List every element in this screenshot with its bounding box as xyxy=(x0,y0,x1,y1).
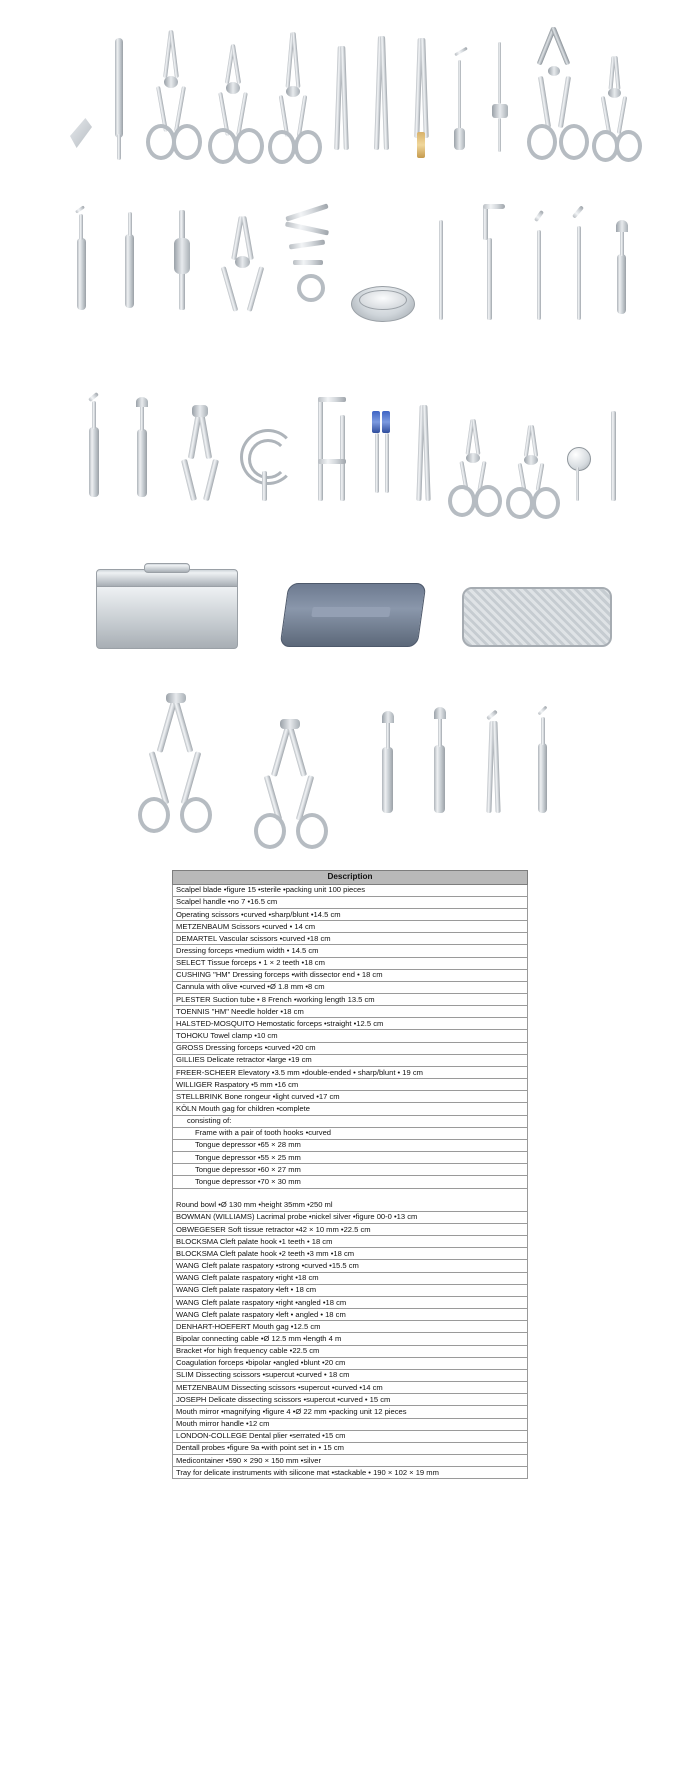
table-row xyxy=(173,1296,528,1308)
cannula-with-olive xyxy=(442,20,478,180)
row-description: WILLIGER Raspatory •5 mm •16 cm xyxy=(173,1079,528,1091)
table-row xyxy=(173,1260,528,1272)
wang-raspatory-right-angled xyxy=(364,685,412,860)
gillies-retractor xyxy=(155,190,209,365)
table-row xyxy=(173,1333,528,1345)
table-row xyxy=(173,1406,528,1418)
table-row xyxy=(173,1127,528,1139)
plate-row-5 xyxy=(0,675,700,860)
medicontainer xyxy=(76,555,256,675)
wang-raspatory-right xyxy=(136,685,246,860)
row-description: Operating scissors •curved •sharp/blunt •14.5 cm xyxy=(173,908,528,920)
row-description: Tongue depressor •65 × 28 mm xyxy=(173,1139,528,1151)
table-row xyxy=(173,1176,528,1188)
table-row xyxy=(173,896,528,908)
table-row xyxy=(173,1200,528,1212)
obwegeser-soft-tissue-retractor xyxy=(463,190,517,365)
row-description: consisting of: xyxy=(173,1115,528,1127)
halsted-mosquito-forceps xyxy=(590,20,636,180)
select-tissue-forceps xyxy=(362,20,398,180)
row-description: WANG Cleft palate raspatory •right •angled •18 cm xyxy=(173,1296,528,1308)
dental-probe xyxy=(520,685,564,860)
london-college-dental-plier xyxy=(468,685,516,860)
row-description: WANG Cleft palate raspatory •right •18 cm xyxy=(173,1272,528,1284)
williger-raspatory xyxy=(120,375,164,545)
metzenbaum-scissors xyxy=(202,20,260,180)
row-description: Bracket •for high frequency cable •22.5 cm xyxy=(173,1345,528,1357)
slim-dissecting-scissors xyxy=(444,375,498,545)
blocksma-cleft-palate-hook-2 xyxy=(561,190,597,365)
row-description: TOENNIS "HM" Needle holder •18 cm xyxy=(173,1006,528,1018)
tohoku-towel-clamp xyxy=(59,190,103,365)
row-description: Mouth mirror handle •12 cm xyxy=(173,1418,528,1430)
table-row xyxy=(173,1006,528,1018)
table-row xyxy=(173,1224,528,1236)
row-description: Mouth mirror •magnifying •figure 4 •Ø 22 mm •packing unit 12 pieces xyxy=(173,1406,528,1418)
table-row xyxy=(173,957,528,969)
table-row xyxy=(173,1272,528,1284)
row-description: Scalpel handle •no 7 •16.5 cm xyxy=(173,896,528,908)
demartel-vascular-scissors xyxy=(264,20,318,180)
row-description: Round bowl •Ø 130 mm •height 35mm •250 ml xyxy=(173,1200,528,1212)
table-row xyxy=(173,1115,528,1127)
table-row xyxy=(173,1030,528,1042)
plate-row-1 xyxy=(0,0,700,180)
table-row xyxy=(173,1394,528,1406)
row-description: BLOCKSMA Cleft palate hook •2 teeth •3 mm •18 cm xyxy=(173,1248,528,1260)
blocksma-cleft-palate-hook-1 xyxy=(521,190,557,365)
bowman-lacrimal-probe xyxy=(423,190,459,365)
table-row xyxy=(173,1418,528,1430)
mouth-mirror-handle xyxy=(598,375,628,545)
metzenbaum-dissecting-scissors xyxy=(502,375,556,545)
table-row xyxy=(173,1236,528,1248)
operating-scissors xyxy=(140,20,198,180)
row-description: GILLIES Delicate retractor •large •19 cm xyxy=(173,1054,528,1066)
column-header-description: Description xyxy=(173,871,528,885)
row-description: Tongue depressor •60 × 27 mm xyxy=(173,1164,528,1176)
table-row xyxy=(173,933,528,945)
table-row xyxy=(173,1309,528,1321)
description-table-wrapper xyxy=(172,870,528,1479)
wang-raspatory-left-angled xyxy=(416,685,464,860)
table-row xyxy=(173,1211,528,1223)
table-row xyxy=(173,1345,528,1357)
table-row xyxy=(173,1454,528,1466)
scalpel-handle xyxy=(102,20,136,180)
row-description: PLESTER Suction tube • 8 French •working length 13.5 cm xyxy=(173,994,528,1006)
mouth-mirror xyxy=(560,375,594,545)
row-description: GROSS Dressing forceps •curved •20 cm xyxy=(173,1042,528,1054)
table-row xyxy=(173,921,528,933)
gross-dressing-forceps xyxy=(107,190,151,365)
row-description: KÖLN Mouth gag for children •complete xyxy=(173,1103,528,1115)
row-description: Medicontainer •590 × 290 × 150 mm •silver xyxy=(173,1454,528,1466)
table-row xyxy=(173,1139,528,1151)
instrument-plate xyxy=(0,0,700,860)
stellbrink-bone-rongeur-a xyxy=(213,190,271,365)
plate-row-4 xyxy=(0,545,700,675)
row-description: Tray for delicate instruments with silicone mat •stackable • 190 × 102 × 19 mm xyxy=(173,1467,528,1479)
row-description: BLOCKSMA Cleft palate hook •1 teeth • 18 cm xyxy=(173,1236,528,1248)
table-row xyxy=(173,1248,528,1260)
table-row xyxy=(173,1442,528,1454)
table-row xyxy=(173,1018,528,1030)
row-description: Frame with a pair of tooth hooks •curved xyxy=(173,1127,528,1139)
row-description: OBWEGESER Soft tissue retractor •42 × 10 mm •22.5 cm xyxy=(173,1224,528,1236)
table-row xyxy=(173,1152,528,1164)
wang-raspatory-strong xyxy=(601,190,641,365)
row-description: FREER-SCHEER Elevatory •3.5 mm •double-ended • sharp/blunt • 19 cm xyxy=(173,1066,528,1078)
table-row xyxy=(173,1164,528,1176)
table-row xyxy=(173,1103,528,1115)
freer-scheer-elevatory xyxy=(72,375,116,545)
row-spacer xyxy=(173,1188,528,1200)
table-body xyxy=(173,884,528,1479)
row-description: WANG Cleft palate raspatory •left • angled • 18 cm xyxy=(173,1309,528,1321)
row-description: Dentall probes •figure 9a •with point set in • 15 cm xyxy=(173,1442,528,1454)
row-description: WANG Cleft palate raspatory •left • 18 cm xyxy=(173,1284,528,1296)
table-row xyxy=(173,1369,528,1381)
row-description: CUSHING "HM" Dressing forceps •with dissector end • 18 cm xyxy=(173,969,528,981)
dressing-forceps xyxy=(322,20,358,180)
row-description: STELLBRINK Bone rongeur •light curved •17 cm xyxy=(173,1091,528,1103)
wire-basket xyxy=(444,555,624,675)
table-row xyxy=(173,1091,528,1103)
denhart-hoefert-mouth-gag xyxy=(304,375,362,545)
tongue-depressors xyxy=(366,375,400,545)
table-row xyxy=(173,969,528,981)
row-description: SELECT Tissue forceps • 1 × 2 teeth •18 cm xyxy=(173,957,528,969)
plate-row-2 xyxy=(0,180,700,365)
cushing-dressing-forceps xyxy=(402,20,438,180)
koeln-mouth-gag-frame xyxy=(275,190,341,365)
table-row xyxy=(173,1079,528,1091)
table-row xyxy=(173,994,528,1006)
instrument-tray-silicone-mat xyxy=(260,555,440,675)
wang-raspatory-left xyxy=(250,685,360,860)
table-row xyxy=(173,1430,528,1442)
table-row xyxy=(173,981,528,993)
row-description: BOWMAN (WILLIAMS) Lacrimal probe •nickel silver •figure 00-0 •13 cm xyxy=(173,1211,528,1223)
table-row xyxy=(173,1284,528,1296)
stellbrink-bone-rongeur xyxy=(168,375,228,545)
table-row xyxy=(173,1382,528,1394)
bipolar-connecting-cable xyxy=(232,375,300,545)
row-description: METZENBAUM Scissors •curved • 14 cm xyxy=(173,921,528,933)
table-row xyxy=(173,908,528,920)
row-description: Bipolar connecting cable •Ø 12.5 mm •length 4 m xyxy=(173,1333,528,1345)
table-row xyxy=(173,1042,528,1054)
table-row xyxy=(173,1321,528,1333)
plester-suction-tube xyxy=(482,20,518,180)
table-row xyxy=(173,1054,528,1066)
table-row xyxy=(173,1467,528,1479)
row-description: TOHOKU Towel clamp •10 cm xyxy=(173,1030,528,1042)
row-description: HALSTED-MOSQUITO Hemostatic forceps •straight •12.5 cm xyxy=(173,1018,528,1030)
plate-row-3 xyxy=(0,365,700,545)
row-description: DEMARTEL Vascular scissors •curved •18 cm xyxy=(173,933,528,945)
row-description: SLIM Dissecting scissors •supercut •curved • 18 cm xyxy=(173,1369,528,1381)
table-row xyxy=(173,1066,528,1078)
table-row xyxy=(173,945,528,957)
round-bowl xyxy=(345,190,419,365)
table-row-spacer xyxy=(173,1188,528,1200)
row-description: Scalpel blade •figure 15 •sterile •packing unit 100 pieces xyxy=(173,884,528,896)
row-description: METZENBAUM Dissecting scissors •supercut •curved •14 cm xyxy=(173,1382,528,1394)
toennis-needle-holder xyxy=(522,20,586,180)
row-description: Tongue depressor •70 × 30 mm xyxy=(173,1176,528,1188)
row-description: JOSEPH Delicate dissecting scissors •supercut •curved • 15 cm xyxy=(173,1394,528,1406)
row-description: LONDON-COLLEGE Dental plier •serrated •15 cm xyxy=(173,1430,528,1442)
row-description: WANG Cleft palate raspatory •strong •curved •15.5 cm xyxy=(173,1260,528,1272)
table-header-row xyxy=(173,871,528,885)
description-table xyxy=(172,870,528,1479)
table-row xyxy=(173,884,528,896)
row-description: Tongue depressor •55 × 25 mm xyxy=(173,1152,528,1164)
table-row xyxy=(173,1357,528,1369)
row-description: DENHART-HOEFERT Mouth gag •12.5 cm xyxy=(173,1321,528,1333)
row-description: Dressing forceps •medium width • 14.5 cm xyxy=(173,945,528,957)
coagulation-forceps xyxy=(404,375,440,545)
scalpel-blade xyxy=(64,20,98,180)
row-description: Cannula with olive •curved •Ø 1.8 mm •8 cm xyxy=(173,981,528,993)
row-description: Coagulation forceps •bipolar •angled •blunt •20 cm xyxy=(173,1357,528,1369)
